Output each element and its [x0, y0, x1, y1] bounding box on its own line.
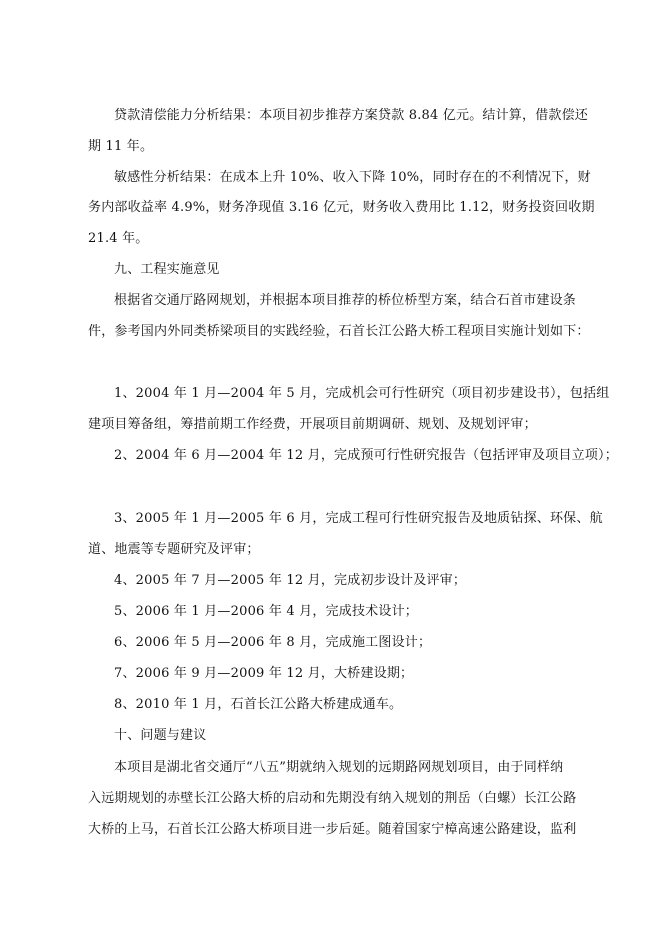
plan-item: 3、2005 年 1 月—2005 年 6 月，完成工程可行性研究报告及地质钻探、环保、航: [114, 511, 603, 526]
text-line: 期 11 年。: [88, 139, 154, 154]
text-line: 入远期规划的赤壁长江公路大桥的启动和先期没有纳入规划的荆岳（白螺）长江公路: [88, 791, 577, 806]
text-line: 敏感性分析结果：在成本上升 10%、收入下降 10%，同时存在的不利情况下，财: [114, 170, 591, 185]
plan-item: 6、2006 年 5 月—2006 年 8 月，完成施工图设计；: [114, 635, 432, 650]
text-line: 本项目是湖北省交通厅“八五”期就纳入规划的远期路网规划项目，由于同样纳: [114, 760, 564, 775]
plan-item: 8、2010 年 1 月，石首长江公路大桥建成通车。: [114, 697, 403, 712]
section-heading: 十、问题与建议: [114, 728, 207, 743]
plan-item: 4、2005 年 7 月—2005 年 12 月，完成初步设计及评审；: [114, 573, 467, 588]
section-heading: 九、工程实施意见: [114, 262, 220, 277]
plan-item: 2、2004 年 6 月—2004 年 12 月，完成预可行性研究报告（包括评审及项目立项）；: [114, 448, 618, 463]
text-line: 根据省交通厅路网规划，并根据本项目推荐的桥位桥型方案，结合石首市建设条: [114, 293, 577, 308]
text-line: 道、地震等专题研究及评审；: [88, 542, 260, 557]
text-line: 大桥的上马，石首长江公路大桥项目进一步后延。随着国家宁樟高速公路建设，监利: [88, 822, 577, 837]
text-line: 务内部收益率 4.9%，财务净现值 3.16 亿元，财务收入费用比 1.12，财务投资回收期: [88, 200, 595, 215]
plan-item: 5、2006 年 1 月—2006 年 4 月，完成技术设计；: [114, 604, 418, 619]
plan-item: 7、2006 年 9 月—2009 年 12 月，大桥建设期；: [114, 666, 414, 681]
text-line: 件，参考国内外同类桥梁项目的实践经验，石首长江公路大桥工程项目实施计划如下：: [88, 324, 590, 339]
text-line: 建项目筹备组，筹措前期工作经费，开展项目前期调研、规划、及规划评审；: [88, 417, 537, 432]
text-line: 21.4 年。: [88, 231, 149, 246]
text-line: 贷款清偿能力分析结果：本项目初步推荐方案贷款 8.84 亿元。结计算，借款偿还: [114, 108, 589, 123]
plan-item: 1、2004 年 1 月—2004 年 5 月，完成机会可行性研究（项目初步建设书），包括组: [114, 386, 610, 401]
